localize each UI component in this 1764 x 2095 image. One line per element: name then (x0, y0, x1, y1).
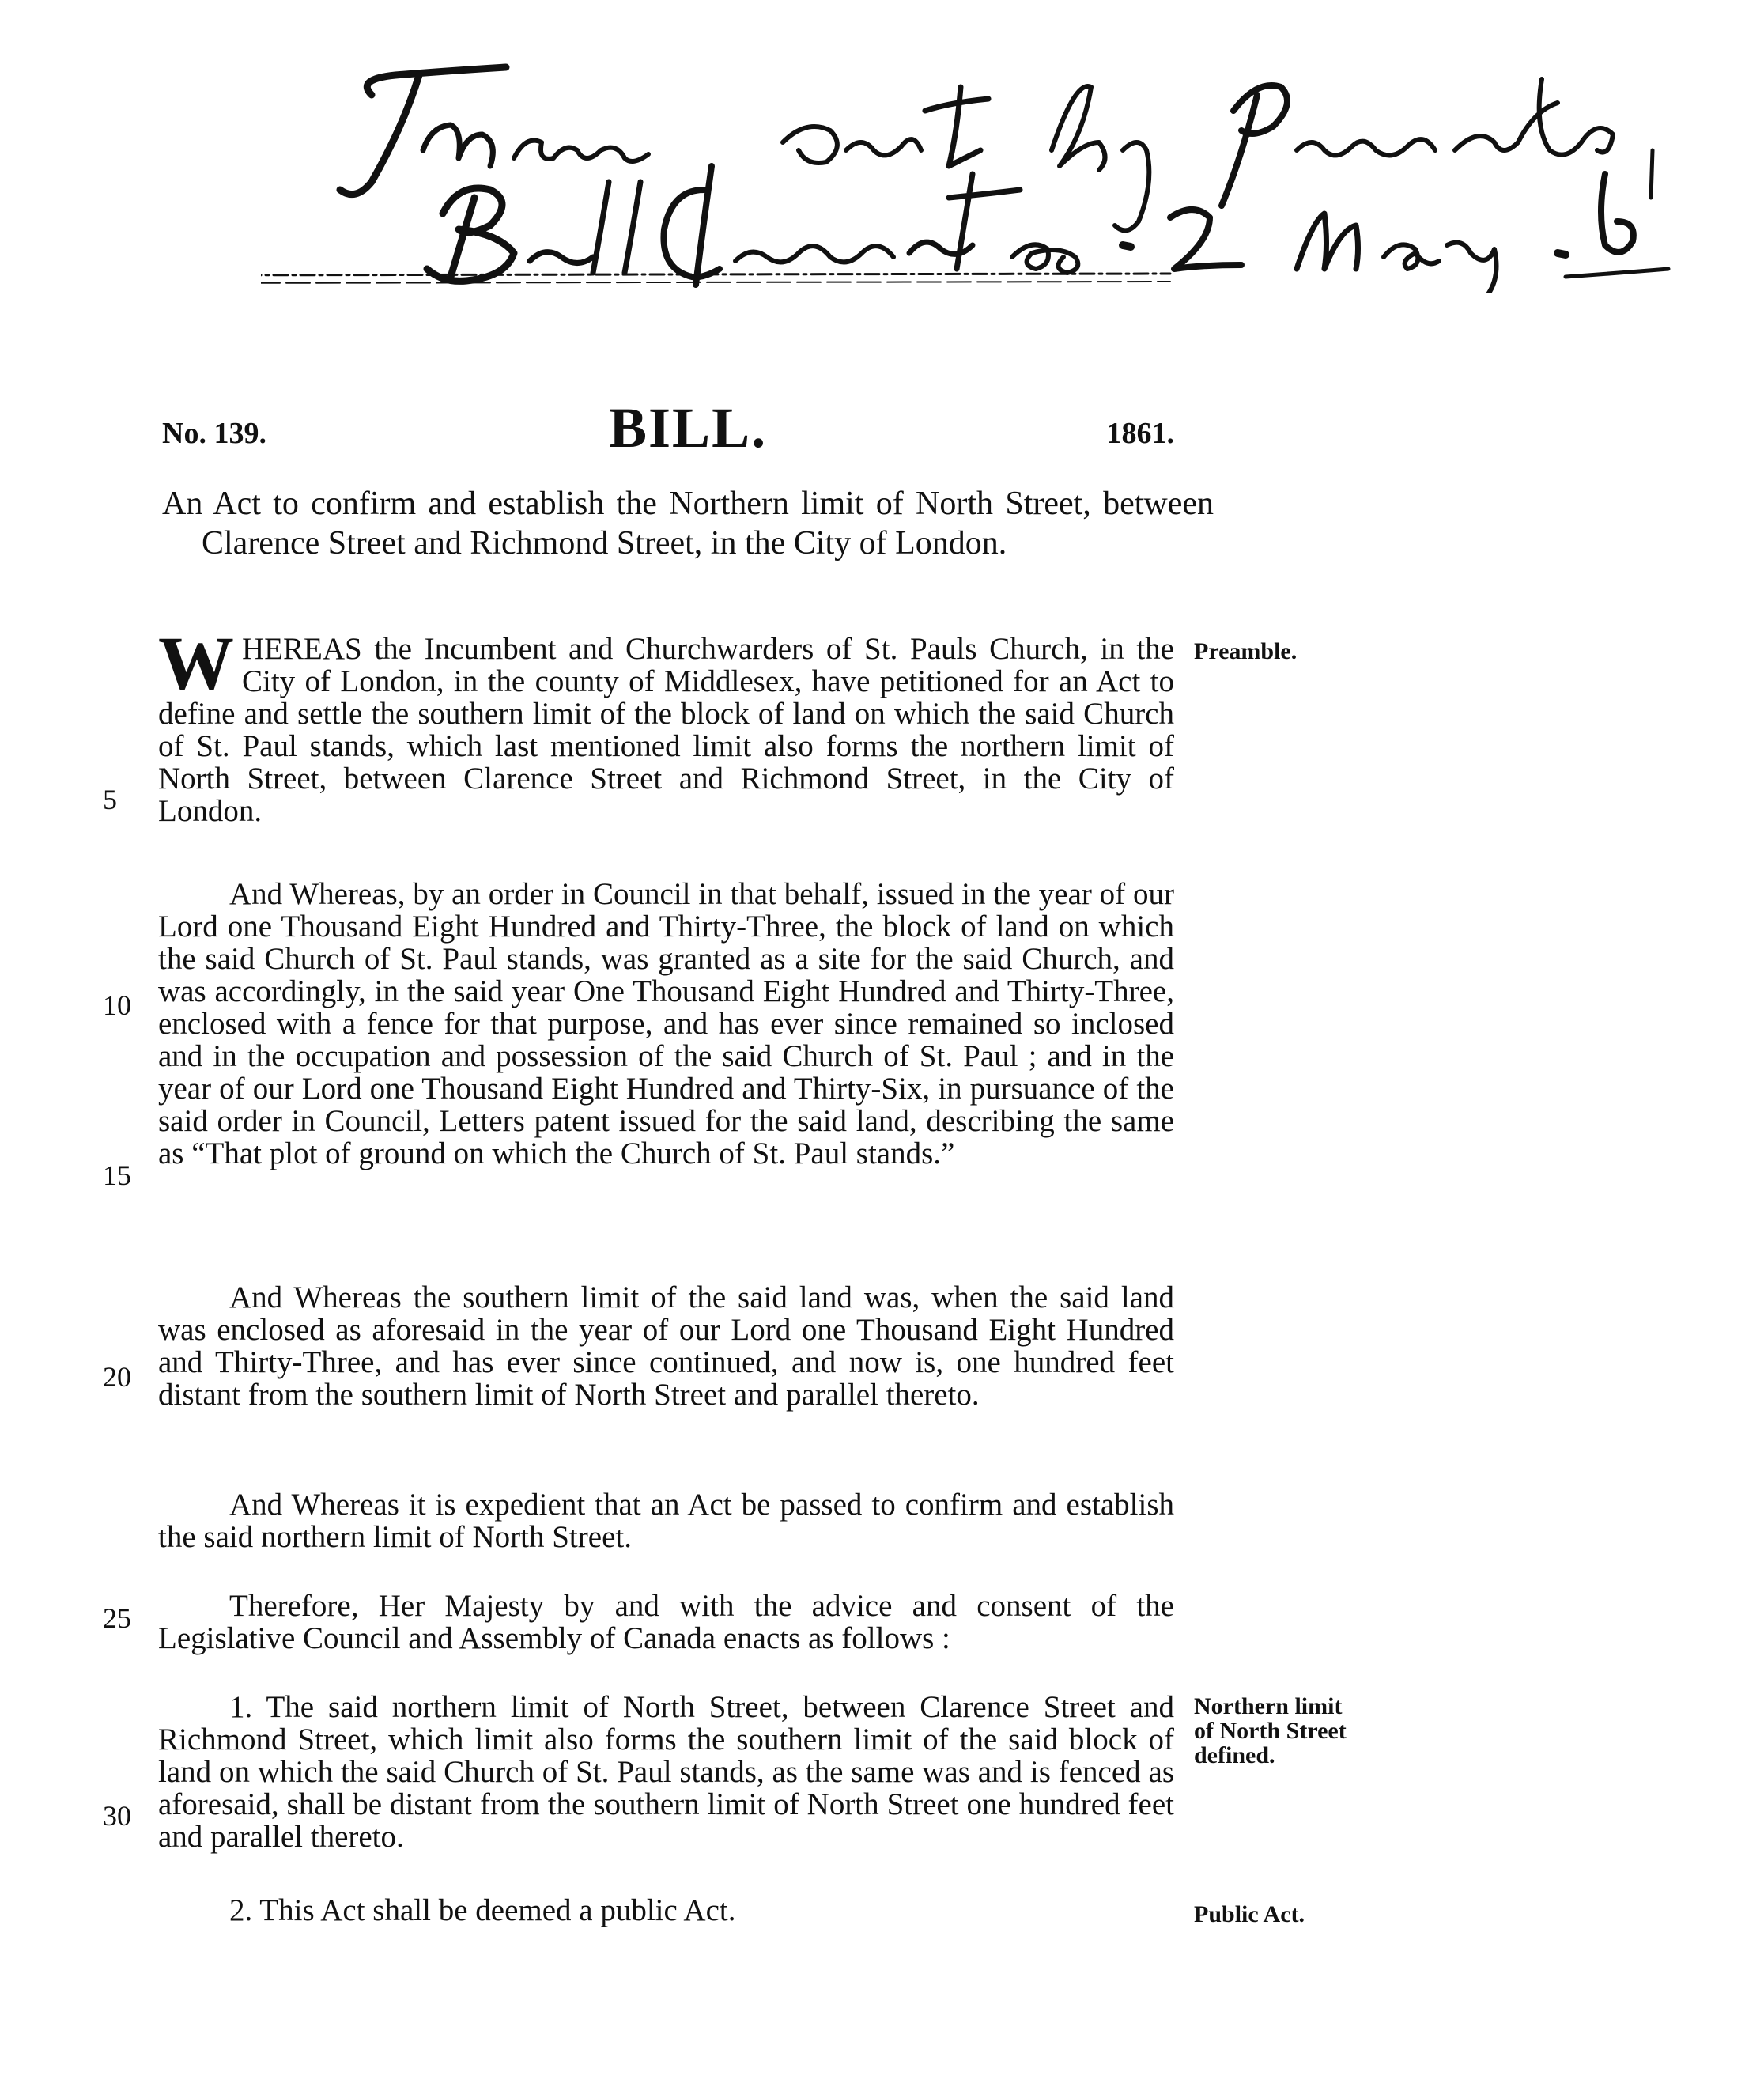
section-2: 2. This Act shall be deemed a public Act. (229, 1893, 736, 1927)
line-number: 20 (103, 1361, 131, 1393)
line-number: 30 (103, 1800, 131, 1832)
bill-title: BILL. (609, 396, 768, 459)
handwritten-annotation (261, 32, 1763, 293)
bill-header (162, 395, 1174, 467)
whereas-order-paragraph: And Whereas, by an order in Council in that behalf, issued in the year of our Lord one Thousand Eight Hundred and Thirty-Three, the block of land on which the said Church of St. Paul stands, was granted as a site for the said Church, and was accordingly, in the said year One Thousand Eight Hundred and Thirty-Three, enclosed with a fence for that purpose, and has ever since remained so inclosed and in the occupation and possession of the said Church of St. Paul ; and in the year of our Lord one Thousand Eight Hundred and Thirty-Six, in pursuance of the said order in Council, Letters patent issued for the said land, describing the same as “That plot of ground on which the Church of St. Paul stands.” (158, 877, 1174, 1170)
act-title: An Act to confirm and establish the Northern limit of North Street, between Clarence Street and Richmond Street, in the City of London. (162, 486, 1214, 562)
line-number: 15 (103, 1159, 131, 1191)
bill-number: No. 139. (162, 417, 266, 450)
whereas-southern-limit-paragraph: And Whereas the southern limit of the said land was, when the said land was enclosed as aforesaid in the year of our Lord one Thousand Eight Hundred and Thirty-Three, and has ever since continued, and now is, one hundred feet distant from the southern limit of North Street and parallel thereto. (158, 1280, 1174, 1412)
preamble-paragraph (158, 621, 1174, 828)
handwriting-strokes (261, 32, 1763, 293)
drop-cap: W (158, 621, 234, 705)
margin-note-northern-limit: Northern limit of North Street defined. (1194, 1693, 1347, 1768)
line-number: 10 (103, 989, 131, 1021)
section-1: 1. The said northern limit of North Street, between Clarence Street and Richmond Street, which limit also forms the southern limit of the said block of land on which the said Church of St. Paul stands, as the same was and is fenced as aforesaid, shall be distant from the southern limit of North Street one hundred feet and parallel thereto. (158, 1690, 1174, 1854)
whereas-expedient-paragraph: And Whereas it is expedient that an Act be passed to confirm and establish the said northern limit of North Street. (158, 1488, 1174, 1554)
margin-note-public-act: Public Act. (1194, 1901, 1305, 1927)
line-number: 25 (103, 1602, 131, 1634)
margin-note-preamble: Preamble. (1194, 638, 1298, 664)
enacting-clause: Therefore, Her Majesty by and with the advice and consent of the Legislative Council and Assembly of Canada enacts as follows : (158, 1589, 1174, 1655)
bill-year: 1861. (1106, 417, 1174, 450)
line-number: 5 (103, 784, 117, 815)
paragraph-text: HEREAS the Incumbent and Churchwarders of St. Pauls Church, in the City of London, in the county of Middlesex, have petitioned for an Act to define and settle the southern limit of the block of land on which the said Church of St. Paul stands, which last mentioned limit also forms the northern limit of North Street, between Clarence Street and Richmond Street, in the City of London. (158, 632, 1174, 828)
